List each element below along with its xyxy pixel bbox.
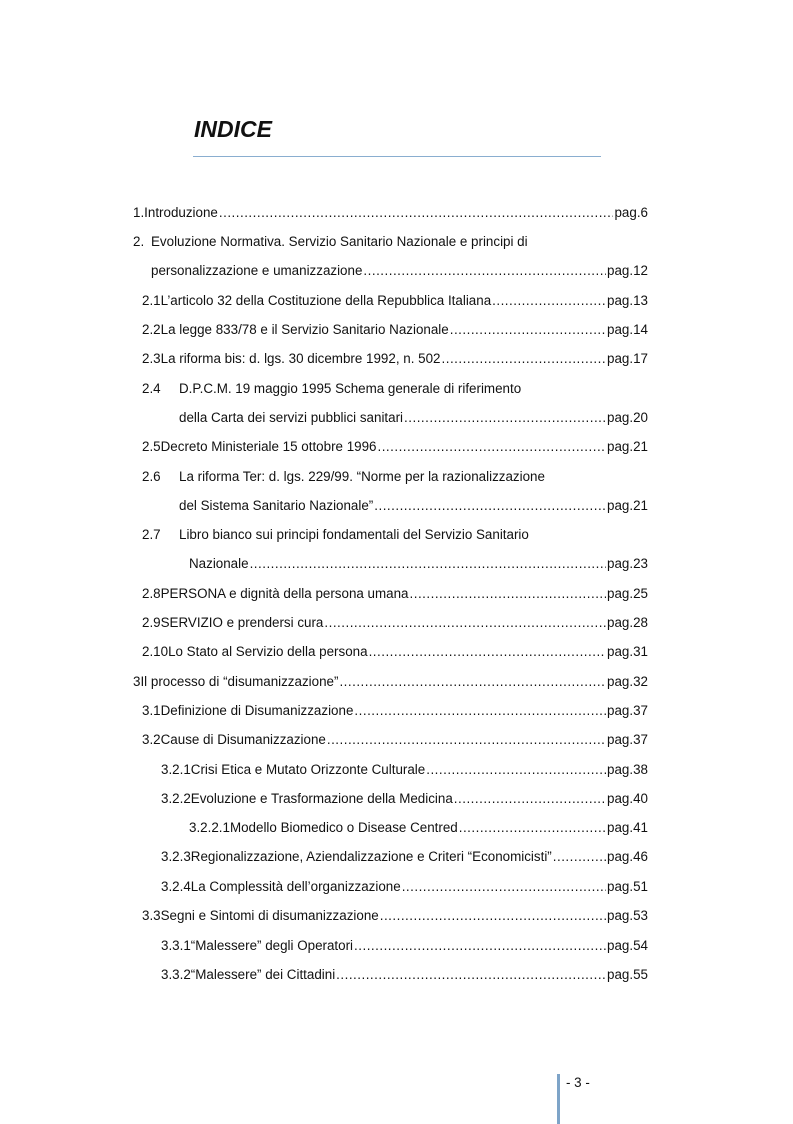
toc-entry-number: 3.3 (142, 908, 161, 923)
toc-entry-page: pag.20 (607, 410, 648, 425)
toc-entry-page: pag.54 (607, 938, 648, 953)
toc-entry-3[interactable] (133, 673, 648, 691)
toc-leader-dots (354, 702, 606, 720)
toc-leader-dots (426, 761, 606, 779)
toc-entry-title: Evoluzione Normativa. Servizio Sanitario Nazionale e principi di (151, 234, 528, 249)
toc-entry-number: 2.10 (142, 644, 169, 659)
toc-entry-page: pag.6 (614, 205, 648, 220)
toc-entry-number: 3.1 (142, 703, 161, 718)
toc-entry-3-3-2[interactable] (161, 966, 648, 984)
toc-entry-2-cont[interactable] (151, 262, 648, 280)
toc-entry-2-3[interactable] (142, 350, 648, 368)
toc-entry-3-2-2[interactable] (161, 790, 648, 808)
toc-entry-page: pag.12 (607, 263, 648, 278)
toc-entry-page: pag.25 (607, 586, 648, 601)
page-number: - 3 - (566, 1075, 590, 1090)
toc-entry-3-3-1[interactable] (161, 937, 648, 955)
toc-entry-page: pag.37 (607, 732, 648, 747)
toc-entry-2-5[interactable] (142, 438, 648, 456)
toc-entry-title: Il processo di “disumanizzazione” (140, 674, 339, 689)
toc-entry-number: 2.3 (142, 351, 161, 366)
toc-leader-dots (250, 555, 606, 573)
toc-leader-dots (454, 790, 606, 808)
toc-entry-page: pag.53 (607, 908, 648, 923)
toc-entry-page: pag.40 (607, 791, 648, 806)
toc-leader-dots (402, 878, 606, 896)
toc-entry-title: La riforma bis: d. lgs. 30 dicembre 1992, n. 502 (160, 351, 441, 366)
toc-entry-3-2-1[interactable] (161, 761, 648, 779)
footer-accent-bar (557, 1074, 560, 1124)
toc-entry-3-3[interactable] (142, 907, 648, 925)
toc-entry-number: 3.2.1 (161, 762, 191, 777)
toc-entry-title: “Malessere” dei Cittadini (190, 967, 336, 982)
toc-entry-number: 3 (133, 674, 141, 689)
toc-leader-dots (219, 204, 614, 222)
toc-entry-title: personalizzazione e umanizzazione (151, 263, 363, 278)
toc-entry-number: 2.7 (142, 527, 161, 542)
toc-entry-2-6-cont[interactable] (179, 497, 648, 515)
toc-leader-dots (492, 292, 606, 310)
toc-entry-page: pag.21 (607, 439, 648, 454)
toc-entry-title: Definizione di Disumanizzazione (160, 703, 354, 718)
toc-entry-number: 3.2.2 (161, 791, 191, 806)
toc-entry-title: della Carta dei servizi pubblici sanitari (179, 410, 404, 425)
toc-entry-title: Lo Stato al Servizio della persona (168, 644, 368, 659)
toc-leader-dots (442, 350, 607, 368)
toc-entry-2-2[interactable] (142, 321, 648, 339)
toc-leader-dots (410, 585, 607, 603)
toc-entry-3-2-3[interactable] (161, 848, 648, 866)
toc-entry-2-7[interactable] (142, 526, 648, 544)
toc-entry-page: pag.41 (607, 820, 648, 835)
toc-entry-page: pag.14 (607, 322, 648, 337)
toc-entry-number: 3.3.1 (161, 938, 191, 953)
toc-leader-dots (450, 321, 606, 339)
toc-entry-page: pag.32 (607, 674, 648, 689)
toc-entry-title: L’articolo 32 della Costituzione della Repubblica Italiana (160, 293, 492, 308)
toc-leader-dots (374, 497, 606, 515)
toc-entry-number: 2.9 (142, 615, 161, 630)
toc-entry-page: pag.17 (607, 351, 648, 366)
toc-leader-dots (339, 673, 606, 691)
toc-entry-title: La Complessità dell’organizzazione (190, 879, 401, 894)
toc-leader-dots (377, 438, 606, 456)
toc-entry-2-6[interactable] (142, 468, 648, 486)
toc-leader-dots (363, 262, 606, 280)
toc-entry-number: 2.1 (142, 293, 161, 308)
toc-entry-number: 3.2.3 (161, 849, 191, 864)
toc-leader-dots (354, 937, 606, 955)
toc-entry-page: pag.28 (607, 615, 648, 630)
toc-entry-2-9[interactable] (142, 614, 648, 632)
toc-entry-title: Introduzione (144, 205, 218, 220)
toc-entry-2-10[interactable] (142, 643, 648, 661)
toc-entry-2-8[interactable] (142, 585, 648, 603)
toc-leader-dots (404, 409, 606, 427)
toc-entry-number: 2.6 (142, 469, 161, 484)
toc-leader-dots (369, 643, 606, 661)
toc-entry-2-1[interactable] (142, 292, 648, 310)
toc-entry-title: Regionalizzazione, Aziendalizzazione e Criteri “Economicisti” (190, 849, 552, 864)
toc-entry-3-2-4[interactable] (161, 878, 648, 896)
toc-entry-title: del Sistema Sanitario Nazionale” (179, 498, 374, 513)
toc-leader-dots (459, 819, 606, 837)
toc-entry-3-2-2-1[interactable] (189, 819, 648, 837)
toc-entry-title: Decreto Ministeriale 15 ottobre 1996 (160, 439, 377, 454)
toc-entry-title: Libro bianco sui principi fondamentali del Servizio Sanitario (179, 527, 529, 542)
toc-entry-number: 2.5 (142, 439, 161, 454)
toc-entry-title: Segni e Sintomi di disumanizzazione (160, 908, 379, 923)
toc-leader-dots (336, 966, 606, 984)
toc-entry-number: 3.2.2.1 (189, 820, 230, 835)
toc-entry-number: 2.2 (142, 322, 161, 337)
toc-entry-title: Cause di Disumanizzazione (160, 732, 326, 747)
page-title: INDICE (194, 116, 272, 142)
toc-entry-page: pag.55 (607, 967, 648, 982)
toc-entry-number: 3.2.4 (161, 879, 191, 894)
toc-leader-dots (553, 848, 606, 866)
toc-entry-title: La riforma Ter: d. lgs. 229/99. “Norme per la razionalizzazione (179, 469, 545, 484)
toc-entry-page: pag.51 (607, 879, 648, 894)
toc-entry-title: La legge 833/78 e il Servizio Sanitario Nazionale (160, 322, 449, 337)
toc-entry-title: Evoluzione e Trasformazione della Medicina (190, 791, 453, 806)
toc-entry-page: pag.21 (607, 498, 648, 513)
toc-entry-title: “Malessere” degli Operatori (190, 938, 354, 953)
toc-entry-2-4-cont[interactable] (179, 409, 648, 427)
toc-entry-page: pag.38 (607, 762, 648, 777)
toc-leader-dots (324, 614, 606, 632)
toc-entry-title: SERVIZIO e prendersi cura (160, 615, 324, 630)
toc-entry-1[interactable] (133, 204, 648, 222)
toc-entry-number: 1. (133, 205, 145, 220)
toc-entry-2-7-cont[interactable] (189, 555, 648, 573)
toc-entry-2-4[interactable] (142, 380, 648, 398)
toc-entry-title: PERSONA e dignità della persona umana (160, 586, 409, 601)
toc-entry-page: pag.23 (607, 556, 648, 571)
toc-entry-2[interactable] (133, 233, 648, 251)
toc-entry-3-1[interactable] (142, 702, 648, 720)
toc-entry-number: 2.8 (142, 586, 161, 601)
toc-entry-number: 3.2 (142, 732, 161, 747)
toc-entry-title: D.P.C.M. 19 maggio 1995 Schema generale di riferimento (179, 381, 522, 396)
toc-entry-page: pag.13 (607, 293, 648, 308)
toc-leader-dots (327, 731, 606, 749)
toc-leader-dots (380, 907, 606, 925)
toc-entry-page: pag.31 (607, 644, 648, 659)
toc-entry-number: 2. (133, 234, 145, 249)
toc-entry-title: Modello Biomedico o Disease Centred (229, 820, 458, 835)
toc-entry-page: pag.37 (607, 703, 648, 718)
toc-entry-number: 3.3.2 (161, 967, 191, 982)
toc-entry-number: 2.4 (142, 381, 161, 396)
toc-entry-title: Crisi Etica e Mutato Orizzonte Culturale (190, 762, 426, 777)
toc-entry-page: pag.46 (607, 849, 648, 864)
toc-entry-title: Nazionale (189, 556, 249, 571)
toc-entry-3-2[interactable] (142, 731, 648, 749)
